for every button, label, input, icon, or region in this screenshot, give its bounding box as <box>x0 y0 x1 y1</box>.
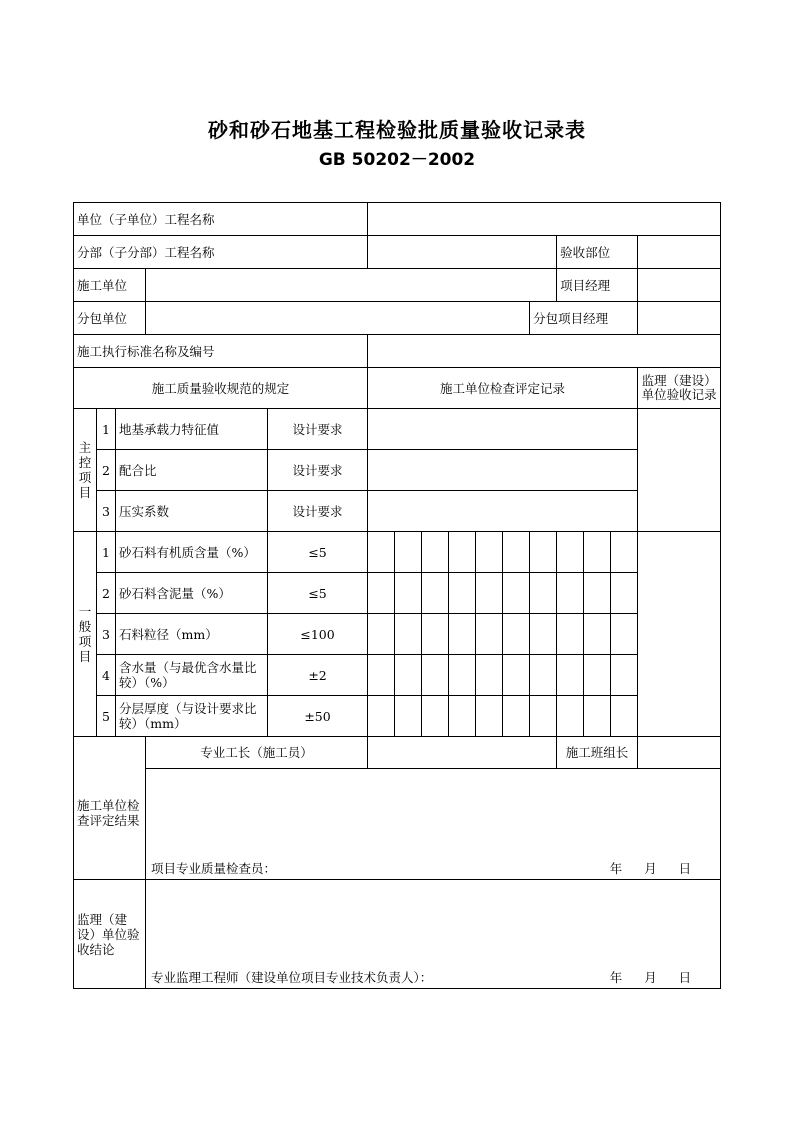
check-cell[interactable] <box>503 573 530 614</box>
item-requirement: ≤5 <box>268 532 368 573</box>
check-cell[interactable] <box>611 573 638 614</box>
check-cell[interactable] <box>584 655 611 696</box>
supervisor-header: 监理（建设）单位验收记录 <box>638 368 721 409</box>
check-cell[interactable] <box>422 532 449 573</box>
main-supervisor-record[interactable] <box>638 409 721 532</box>
check-cell[interactable] <box>530 532 557 573</box>
contractor-result-area[interactable] <box>146 769 721 880</box>
check-cell[interactable] <box>449 655 476 696</box>
contractor-label: 施工单位 <box>74 269 146 302</box>
main-item-row <box>74 450 721 491</box>
subcontractor-label: 分包单位 <box>74 302 146 335</box>
check-cell[interactable] <box>530 696 557 737</box>
item-name: 压实系数 <box>116 491 268 532</box>
check-cell[interactable] <box>503 532 530 573</box>
check-cell[interactable] <box>449 614 476 655</box>
item-requirement: ≤5 <box>268 573 368 614</box>
supervisor-conclusion-area[interactable] <box>146 880 721 989</box>
check-cell[interactable] <box>557 696 584 737</box>
main-item-row <box>74 409 721 450</box>
contractor-value[interactable] <box>146 269 557 302</box>
check-cell[interactable] <box>395 614 422 655</box>
record-header: 施工单位检查评定记录 <box>368 368 638 409</box>
info-row <box>74 203 721 236</box>
main-item-row <box>74 491 721 532</box>
check-cell[interactable] <box>611 696 638 737</box>
general-supervisor-record[interactable] <box>638 532 721 737</box>
contractor-result-label: 施工单位检查评定结果 <box>74 737 146 880</box>
check-cell[interactable] <box>584 532 611 573</box>
contractor-result-row <box>74 769 721 880</box>
check-cell[interactable] <box>476 573 503 614</box>
item-no: 1 <box>97 409 116 450</box>
check-cell[interactable] <box>476 696 503 737</box>
check-cell[interactable] <box>449 573 476 614</box>
item-no: 1 <box>97 532 116 573</box>
check-cell[interactable] <box>476 532 503 573</box>
item-name: 含水量（与最优含水量比较）（%） <box>116 655 268 696</box>
subcontractor-value[interactable] <box>146 302 530 335</box>
supervisor-date: 年 月 日 <box>609 970 692 985</box>
general-item-row <box>74 532 721 573</box>
check-cell[interactable] <box>368 573 395 614</box>
item-requirement: ±2 <box>268 655 368 696</box>
foreman-value[interactable] <box>368 737 557 769</box>
check-cell[interactable] <box>611 614 638 655</box>
foreman-label: 专业工长（施工员） <box>146 737 368 769</box>
check-cell[interactable] <box>476 614 503 655</box>
general-item-row <box>74 614 721 655</box>
sub-project-label: 分部（子分部）工程名称 <box>74 236 368 269</box>
main-group-label: 主 控 项 目 <box>74 409 97 532</box>
info-row <box>74 335 721 368</box>
check-cell[interactable] <box>611 532 638 573</box>
standard-code: GB 50202－2002 <box>318 150 476 170</box>
item-no: 5 <box>97 696 116 737</box>
acceptance-part-label: 验收部位 <box>557 236 638 269</box>
check-cell[interactable] <box>503 696 530 737</box>
check-cell[interactable] <box>368 532 395 573</box>
item-name: 砂石料有机质含量（%） <box>116 532 268 573</box>
sub-manager-label: 分包项目经理 <box>530 302 638 335</box>
item-no: 4 <box>97 655 116 696</box>
acceptance-form-table <box>73 202 721 989</box>
project-manager-label: 项目经理 <box>557 269 638 302</box>
header-row <box>74 368 721 409</box>
unit-project-value[interactable] <box>368 203 721 236</box>
team-leader-label: 施工班组长 <box>557 737 638 769</box>
check-cell[interactable] <box>530 614 557 655</box>
sub-project-value[interactable] <box>368 236 557 269</box>
check-cell[interactable] <box>584 696 611 737</box>
check-cell[interactable] <box>584 573 611 614</box>
item-no: 2 <box>97 573 116 614</box>
sub-manager-value[interactable] <box>638 302 721 335</box>
item-record[interactable] <box>368 491 638 532</box>
check-cell[interactable] <box>422 696 449 737</box>
info-row <box>74 302 721 335</box>
item-requirement: 设计要求 <box>268 491 368 532</box>
check-cell[interactable] <box>395 573 422 614</box>
acceptance-part-value[interactable] <box>638 236 721 269</box>
foreman-row <box>74 737 721 769</box>
item-record[interactable] <box>368 409 638 450</box>
inspector-date: 年 月 日 <box>609 861 692 876</box>
check-cell[interactable] <box>449 532 476 573</box>
item-name: 分层厚度（与设计要求比较）（mm） <box>116 696 268 737</box>
standard-name-label: 施工执行标准名称及编号 <box>74 335 368 368</box>
item-requirement: 设计要求 <box>268 450 368 491</box>
check-cell[interactable] <box>422 655 449 696</box>
general-item-row <box>74 573 721 614</box>
form-title: 砂和砂石地基工程检验批质量验收记录表 <box>208 118 586 142</box>
item-name: 砂石料含泥量（%） <box>116 573 268 614</box>
project-manager-value[interactable] <box>638 269 721 302</box>
check-cell[interactable] <box>395 696 422 737</box>
check-cell[interactable] <box>395 532 422 573</box>
item-no: 3 <box>97 614 116 655</box>
check-cell[interactable] <box>557 655 584 696</box>
check-cell[interactable] <box>530 573 557 614</box>
check-cell[interactable] <box>584 614 611 655</box>
check-cell[interactable] <box>611 655 638 696</box>
check-cell[interactable] <box>422 614 449 655</box>
supervisor-conclusion-row <box>74 880 721 989</box>
item-no: 3 <box>97 491 116 532</box>
check-cell[interactable] <box>395 655 422 696</box>
info-row <box>74 269 721 302</box>
team-leader-value[interactable] <box>638 737 721 769</box>
check-cell[interactable] <box>557 573 584 614</box>
general-group-label: 一 般 项 目 <box>74 532 97 737</box>
check-cell[interactable] <box>368 696 395 737</box>
general-item-row <box>74 696 721 737</box>
inspector-label: 项目专业质量检查员： <box>151 861 277 876</box>
check-cell[interactable] <box>557 614 584 655</box>
item-name: 石料粒径（mm） <box>116 614 268 655</box>
item-no: 2 <box>97 450 116 491</box>
check-cell[interactable] <box>503 614 530 655</box>
check-cell[interactable] <box>476 655 503 696</box>
item-name: 地基承载力特征值 <box>116 409 268 450</box>
unit-project-label: 单位（子单位）工程名称 <box>74 203 368 236</box>
item-name: 配合比 <box>116 450 268 491</box>
item-requirement: ≤100 <box>268 614 368 655</box>
check-cell[interactable] <box>530 655 557 696</box>
standard-name-value[interactable] <box>368 335 721 368</box>
check-cell[interactable] <box>503 655 530 696</box>
supervisor-engineer-label: 专业监理工程师（建设单位项目专业技术负责人）： <box>151 970 433 985</box>
spec-header: 施工质量验收规范的规定 <box>74 368 368 409</box>
check-cell[interactable] <box>368 655 395 696</box>
info-row <box>74 236 721 269</box>
item-requirement: ±50 <box>268 696 368 737</box>
check-cell[interactable] <box>368 614 395 655</box>
check-cell[interactable] <box>557 532 584 573</box>
check-cell[interactable] <box>449 696 476 737</box>
item-record[interactable] <box>368 450 638 491</box>
supervisor-conclusion-label: 监理（建设）单位验收结论 <box>74 880 146 989</box>
item-requirement: 设计要求 <box>268 409 368 450</box>
general-item-row <box>74 655 721 696</box>
check-cell[interactable] <box>422 573 449 614</box>
